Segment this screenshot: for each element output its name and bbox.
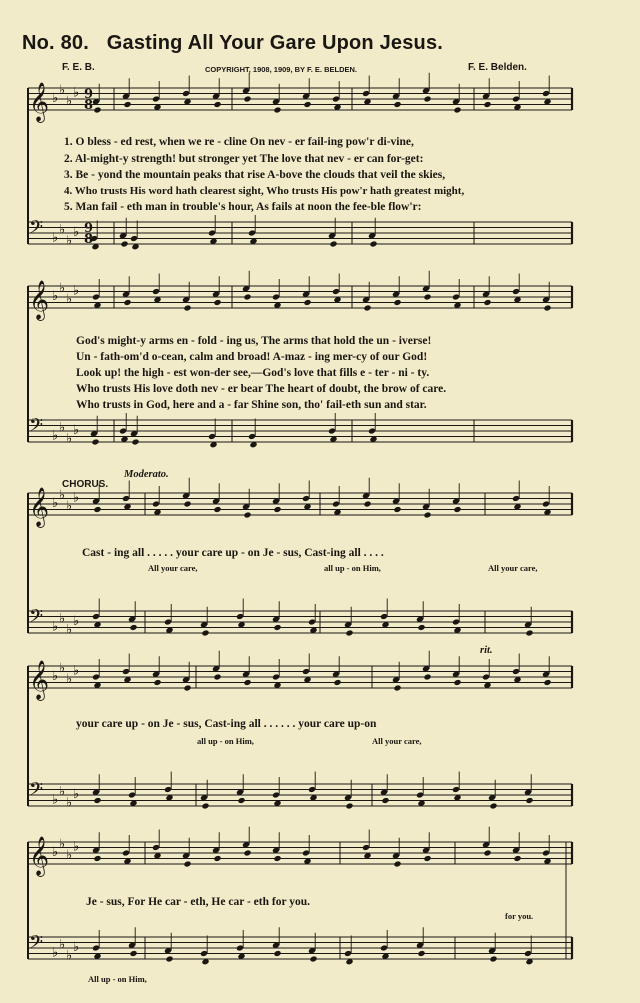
chorus-line-1-bass-b: all up - on Him, [324, 563, 381, 573]
flat-icon: ♭ [73, 787, 80, 802]
flat-icon: ♭ [59, 280, 66, 296]
verse-5-line-1: 5. Man fail - eth man in trouble's hour, As fails at noon the fee-ble flow'r: [64, 201, 422, 213]
hymn-title: Gasting All Your Gare Upon Jesus. [106, 32, 444, 54]
verse-3-line-2: Look up! the high - est won-der see,—God's love that fills e - ter - ni - ty. [76, 367, 430, 379]
verse-2-line-1: 2. Al-might-y strength! but stronger yet The love that nev - er can for-get: [64, 153, 424, 165]
flat-icon: ♭ [52, 289, 59, 304]
flat-icon: ♭ [52, 669, 59, 684]
flat-icon: ♭ [73, 940, 80, 955]
treble-clef-icon: 𝄞 [29, 487, 50, 527]
chorus-line-2-bass-b: All your care, [372, 736, 422, 746]
flat-icon: ♭ [73, 85, 80, 101]
flat-icon: ♭ [59, 784, 66, 800]
chorus-line-2-lyrics: your care up - on Je - sus, Cast-ing all . . . . . . your care up-on [76, 718, 377, 730]
time-signature-digit: 8 [84, 232, 94, 247]
flat-icon: ♭ [52, 496, 59, 511]
staff-4-treble [28, 660, 572, 701]
notes-5-bass [92, 927, 534, 965]
flat-icon: ♭ [73, 663, 80, 679]
flat-icon: ♭ [73, 423, 80, 438]
time-signature-digit: 9 [84, 87, 94, 102]
flat-icon: ♭ [66, 671, 73, 687]
flat-icon: ♭ [66, 431, 73, 447]
verse-1-line-1: 1. O bless - ed rest, when we re - cline On nev - er fail-ing pow'r di-vine, [64, 136, 414, 148]
verse-5-line-2: Who trusts in God, here and a - far Shine son, tho' fail-eth sun and star. [76, 399, 427, 411]
treble-clef-icon: 𝄞 [29, 82, 50, 122]
treble-clef-icon: 𝄞 [29, 836, 50, 876]
bass-clef-icon: 𝄢 [29, 779, 44, 805]
flat-icon: ♭ [73, 225, 80, 240]
staff-3-bass [28, 606, 572, 637]
verse-4-line-2: Who trusts His love doth nev - er bear The heart of doubt, the brow of care. [76, 383, 447, 395]
staff-1-bass [28, 217, 572, 248]
flat-icon: ♭ [66, 233, 73, 249]
chorus-line-3-bass-a: All up - on Him, [88, 974, 147, 984]
flat-icon: ♭ [66, 847, 73, 863]
flat-icon: ♭ [52, 619, 59, 635]
staff-2-bass [28, 415, 572, 446]
bass-clef-icon: 𝄢 [29, 606, 44, 632]
flat-icon: ♭ [59, 611, 66, 627]
flat-icon: ♭ [66, 622, 73, 638]
flat-icon: ♭ [52, 91, 59, 106]
flat-icon: ♭ [59, 937, 66, 953]
bass-clef-icon: 𝄢 [29, 217, 44, 243]
time-signature-digit: 8 [84, 98, 94, 113]
flat-icon: ♭ [59, 222, 66, 238]
staff-5-treble [28, 836, 572, 877]
flat-icon: ♭ [66, 291, 73, 307]
flat-icon: ♭ [52, 945, 59, 961]
flat-icon: ♭ [52, 792, 59, 808]
ritardando-marking: rit. [480, 645, 493, 656]
flat-icon: ♭ [59, 836, 66, 852]
flat-icon: ♭ [66, 948, 73, 964]
tempo-marking: Moderato. [124, 469, 169, 480]
chorus-line-2-bass-a: all up - on Him, [197, 736, 254, 746]
flat-icon: ♭ [52, 230, 59, 246]
verse-4-line-1: 4. Who trusts His word hath clearest sight, Who trusts His pow'r hath greatest might, [64, 185, 465, 197]
bass-clef-icon: 𝄢 [29, 415, 44, 441]
flat-icon: ♭ [59, 487, 66, 503]
flat-icon: ♭ [73, 283, 80, 299]
hymn-number: No. 80. [22, 32, 89, 54]
bass-clef-icon: 𝄢 [29, 932, 44, 958]
verse-3-line-1: 3. Be - yond the mountain peaks that rise A-bove the clouds that veil the skies, [64, 169, 446, 181]
chorus-line-1-bass-c: All your care, [488, 563, 538, 573]
flat-icon: ♭ [73, 839, 80, 855]
staff-2-treble [28, 280, 572, 321]
chorus-line-3-lyrics: Je - sus, For He car - eth, He car - eth for you. [86, 896, 310, 908]
time-signature-digit: 9 [84, 221, 94, 236]
music-by: F. E. Belden. [468, 62, 527, 73]
staff-3-treble [28, 487, 572, 528]
verse-2-line-2: Un - fath-om'd o-cean, calm and broad! A-maz - ing mer-cy of our God! [76, 351, 428, 363]
flat-icon: ♭ [73, 614, 80, 629]
flat-icon: ♭ [52, 845, 59, 860]
staff-1-treble [28, 82, 572, 123]
flat-icon: ♭ [66, 93, 73, 109]
notes-4-bass [92, 772, 534, 810]
chorus-label: CHORUS. [62, 479, 109, 490]
copyright-notice: COPYRIGHT, 1908, 1909, BY F. E. BELDEN. [205, 65, 357, 74]
chorus-line-1-bass-a: All your care, [148, 563, 198, 573]
treble-clef-icon: 𝄞 [29, 660, 50, 700]
flat-icon: ♭ [59, 82, 66, 98]
flat-icon: ♭ [52, 428, 59, 444]
chorus-line-3-bass-b: for you. [505, 911, 534, 921]
flat-icon: ♭ [59, 420, 66, 436]
flat-icon: ♭ [66, 498, 73, 514]
flat-icon: ♭ [73, 490, 80, 506]
flat-icon: ♭ [66, 795, 73, 811]
chorus-line-1-lyrics: Cast - ing all . . . . . your care up - on Je - sus, Cast-ing all . . . . [82, 547, 384, 559]
treble-clef-icon: 𝄞 [29, 280, 50, 320]
flat-icon: ♭ [59, 660, 66, 676]
verse-1-line-2: God's might-y arms en - fold - ing us, The arms that hold the un - iverse! [76, 335, 432, 347]
notes-3-bass [92, 599, 534, 637]
words-by: F. E. B. [62, 62, 95, 73]
